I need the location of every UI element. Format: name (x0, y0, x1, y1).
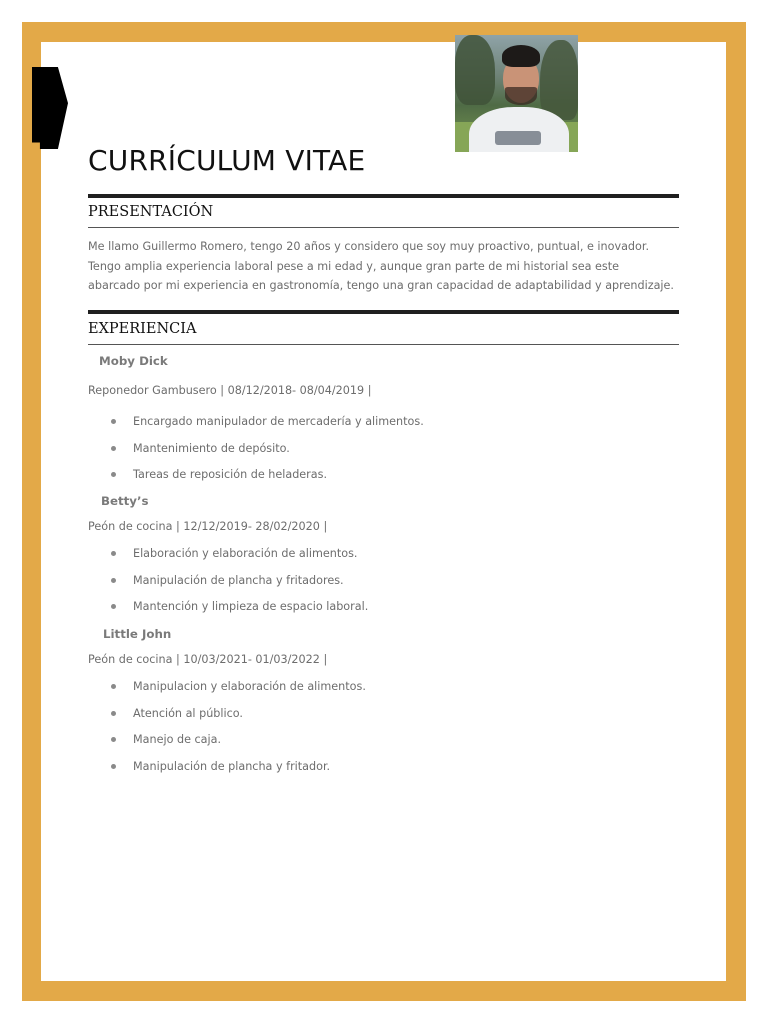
presentation-text (88, 237, 688, 296)
bullet-icon (111, 551, 116, 556)
presentation-top-rule (88, 194, 679, 198)
job-name: Betty’s (101, 494, 149, 508)
job-task: Tareas de reposición de heladeras. (111, 468, 327, 481)
bullet-icon (111, 472, 116, 477)
job-name: Little John (103, 627, 172, 641)
job-task: Encargado manipulador de mercadería y alimentos. (111, 415, 424, 428)
experience-top-rule (88, 310, 679, 314)
experience-heading: EXPERIENCIA (88, 321, 197, 337)
job-task: Mantenimiento de depósito. (111, 442, 290, 455)
job-role: Reponedor Gambusero | 08/12/2018- 08/04/2019 | (88, 384, 372, 397)
bullet-icon (111, 446, 116, 451)
presentation-line: abarcado por mi experiencia en gastronomía, tengo una gran capacidad de adaptabilidad y aprendizaje. (88, 279, 674, 292)
experience-underline (88, 344, 679, 345)
presentation-underline (88, 227, 679, 228)
presentation-line: Me llamo Guillermo Romero, tengo 20 años y considero que soy muy proactivo, puntual, e inovador. (88, 240, 650, 253)
job-task: Manipulación de plancha y fritador. (111, 760, 330, 773)
bullet-icon (111, 419, 116, 424)
job-task: Manejo de caja. (111, 733, 221, 746)
job-role: Peón de cocina | 12/12/2019- 28/02/2020 | (88, 520, 328, 533)
job-name: Moby Dick (99, 354, 168, 368)
bullet-icon (111, 711, 116, 716)
bullet-icon (111, 578, 116, 583)
document-title: CURRÍCULUM VITAE (88, 144, 366, 177)
job-role: Peón de cocina | 10/03/2021- 01/03/2022 | (88, 653, 328, 666)
presentation-heading: PRESENTACIÓN (88, 204, 214, 220)
job-task: Manipulación de plancha y fritadores. (111, 574, 344, 587)
job-task: Atención al público. (111, 707, 243, 720)
job-task: Elaboración y elaboración de alimentos. (111, 547, 357, 560)
bullet-icon (111, 737, 116, 742)
presentation-line: Tengo amplia experiencia laboral pese a mi edad y, aunque gran parte de mi historial sea este (88, 259, 619, 273)
bullet-icon (111, 764, 116, 769)
bullet-icon (111, 684, 116, 689)
profile-photo (455, 35, 578, 152)
job-task: Manipulacion y elaboración de alimentos. (111, 680, 366, 693)
bullet-icon (111, 604, 116, 609)
job-task: Mantención y limpieza de espacio laboral. (111, 600, 368, 613)
page-sheet (41, 42, 726, 981)
